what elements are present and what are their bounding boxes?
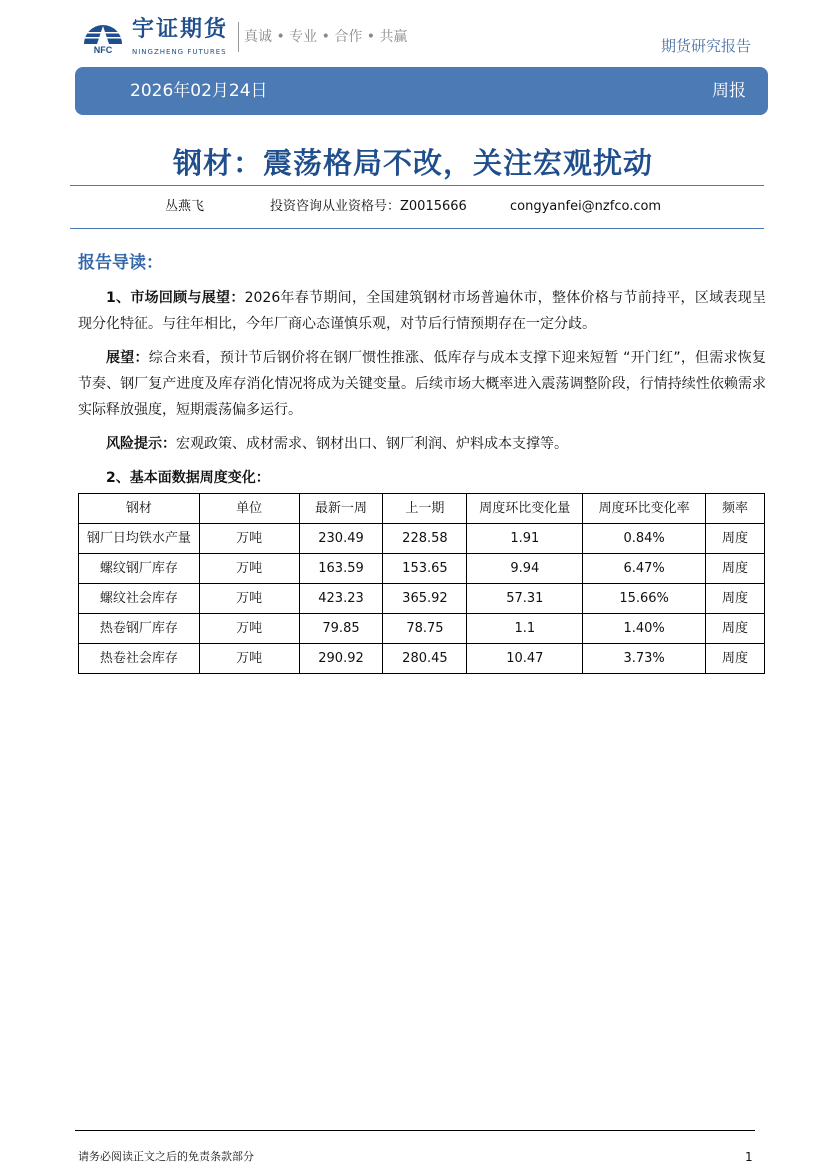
table-cell: 79.85 — [299, 614, 383, 644]
table-cell: 螺纹社会库存 — [79, 584, 200, 614]
header-cell: 周度环比变化量 — [467, 494, 583, 524]
header-cell: 周度环比变化率 — [583, 494, 706, 524]
table-cell: 钢厂日均铁水产量 — [79, 524, 200, 554]
divider — [70, 185, 764, 186]
table-cell: 周度 — [706, 554, 765, 584]
logo-name-en: NINGZHENG FUTURES — [132, 48, 227, 56]
table-cell: 9.94 — [467, 554, 583, 584]
report-date: 2026年02月24日 — [130, 81, 268, 101]
table-cell: 0.84% — [583, 524, 706, 554]
header-cell: 钢材 — [79, 494, 200, 524]
table-cell: 万吨 — [199, 614, 299, 644]
author-email[interactable]: congyanfei@nzfco.com — [510, 199, 662, 214]
nfc-logo-icon — [80, 18, 126, 54]
author-license: 投资咨询从业资格号：Z0015666 — [270, 199, 467, 214]
table-cell: 周度 — [706, 584, 765, 614]
table-row — [79, 524, 765, 554]
table-cell: 热卷钢厂库存 — [79, 614, 200, 644]
paragraph-text: 综合来看，预计节后钢价将在钢厂惯性推涨、低库存与成本支撑下迎来短暂 “开门红”，但需求恢复节奏、钢厂复产进度及库存消化情况将成为关键变量。后续市场大概率进入震荡调整阶段，行情持续性依赖需求实际释放强度，短期震荡偏多运行。 — [78, 350, 766, 418]
logo-divider — [238, 22, 239, 52]
table-row — [79, 554, 765, 584]
page-number: 1 — [745, 1150, 753, 1164]
table-cell: 周度 — [706, 524, 765, 554]
paragraph-text: 2026年春节期间，全国建筑钢材市场普遍休市，整体价格与节前持平，区域表现呈现分化特征。与往年相比，今年厂商心态谨慎乐观，对节后行情预期存在一定分歧。 — [78, 290, 766, 332]
date-banner — [75, 67, 768, 115]
author-name: 丛燕飞 — [165, 199, 205, 214]
table-cell: 万吨 — [199, 554, 299, 584]
company-logo — [80, 18, 440, 62]
table-cell: 1.1 — [467, 614, 583, 644]
table-cell: 365.92 — [383, 584, 467, 614]
report-title: 钢材：震荡格局不改，关注宏观扰动 — [172, 146, 653, 180]
section-label: 风险提示： — [106, 436, 176, 452]
table-row — [79, 644, 765, 674]
table-cell: 万吨 — [199, 644, 299, 674]
table-cell: 423.23 — [299, 584, 383, 614]
table-cell: 周度 — [706, 614, 765, 644]
author-line — [0, 198, 826, 216]
report-body — [78, 285, 766, 674]
table-cell: 万吨 — [199, 584, 299, 614]
outlook-paragraph — [78, 345, 766, 423]
footer-divider — [75, 1130, 755, 1131]
table-cell: 1.40% — [583, 614, 706, 644]
table-row — [79, 584, 765, 614]
table-cell: 螺纹钢厂库存 — [79, 554, 200, 584]
divider — [70, 228, 764, 229]
table-cell: 280.45 — [383, 644, 467, 674]
svg-text:NFC: NFC — [93, 45, 113, 54]
risk-paragraph — [78, 431, 766, 457]
table-cell: 57.31 — [467, 584, 583, 614]
section2-heading: 2、基本面数据周度变化： — [106, 470, 270, 486]
logo-name-cn: 宇证期货 — [132, 17, 229, 42]
report-type: 期货研究报告 — [660, 37, 751, 55]
fundamentals-table — [78, 493, 765, 674]
table-row — [79, 614, 765, 644]
table-cell: 周度 — [706, 644, 765, 674]
table-cell: 15.66% — [583, 584, 706, 614]
table-cell: 3.73% — [583, 644, 706, 674]
table-cell: 10.47 — [467, 644, 583, 674]
footer-disclaimer: 请务必阅读正文之后的免责条款部分 — [78, 1150, 254, 1163]
table-cell: 290.92 — [299, 644, 383, 674]
table-cell: 6.47% — [583, 554, 706, 584]
header-cell: 最新一周 — [299, 494, 383, 524]
table-cell: 热卷社会库存 — [79, 644, 200, 674]
market-review-paragraph — [78, 285, 766, 337]
report-kind: 周报 — [712, 81, 746, 101]
header-cell: 单位 — [199, 494, 299, 524]
section-label: 展望： — [106, 350, 149, 366]
header-cell: 上一期 — [383, 494, 467, 524]
table-cell: 万吨 — [199, 524, 299, 554]
table-cell: 163.59 — [299, 554, 383, 584]
table-cell: 228.58 — [383, 524, 467, 554]
slogan: 真诚 • 专业 • 合作 • 共赢 — [244, 29, 408, 45]
table-cell: 78.75 — [383, 614, 467, 644]
table-cell: 153.65 — [383, 554, 467, 584]
paragraph-text: 宏观政策、成材需求、钢材出口、钢厂利润、炉料成本支撑等。 — [176, 436, 568, 452]
table-cell: 1.91 — [467, 524, 583, 554]
guide-heading: 报告导读： — [78, 253, 163, 273]
table-header-row — [79, 494, 765, 524]
section-label: 1、市场回顾与展望： — [106, 290, 245, 306]
table-cell: 230.49 — [299, 524, 383, 554]
header-cell: 频率 — [706, 494, 765, 524]
